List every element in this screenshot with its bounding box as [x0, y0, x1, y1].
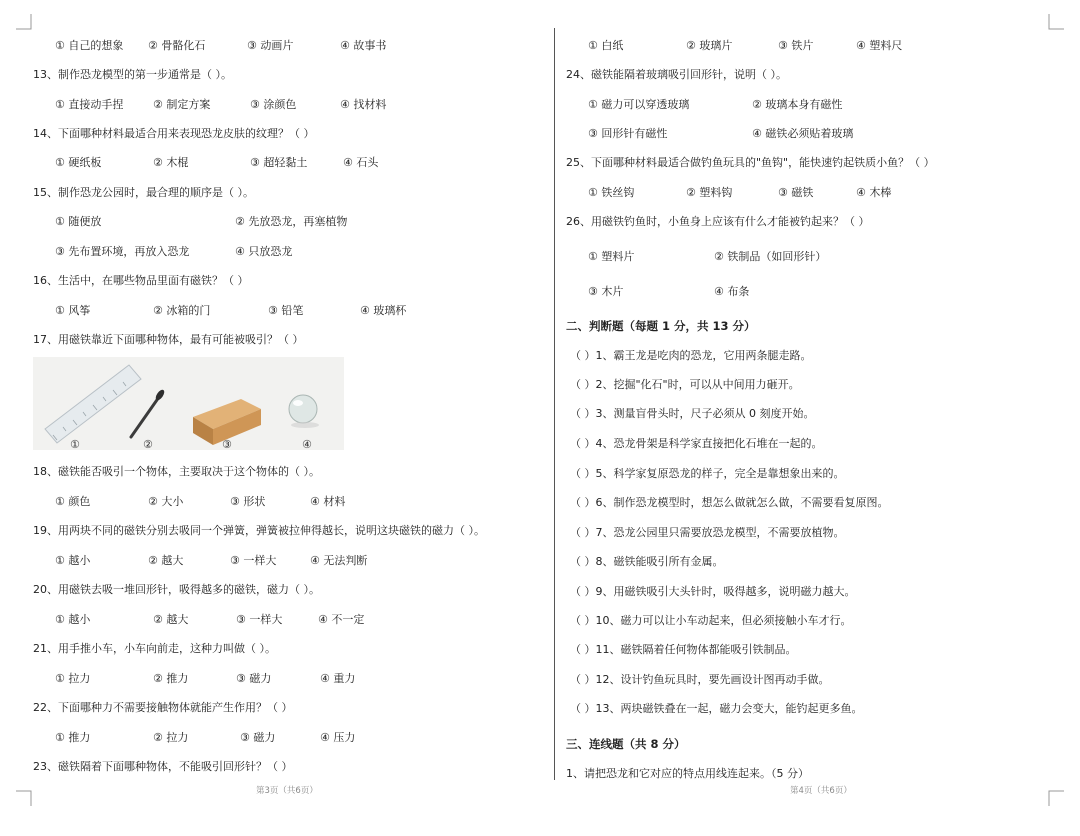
q17-figure-svg [33, 357, 344, 450]
judgment-13[interactable]: （ ）13、两块磁铁叠在一起，磁力会变大，能钓起更多鱼。 [570, 702, 863, 715]
q19-option-3[interactable]: ③ 一样大 [230, 554, 277, 567]
q14-option-4[interactable]: ④ 石头 [343, 156, 379, 169]
q20-option-2[interactable]: ② 越大 [153, 613, 189, 626]
q17-label-2[interactable]: ② [143, 438, 153, 451]
question-15: 15、制作恐龙公园时，最合理的顺序是（ ）。 [33, 186, 254, 199]
q22-option-4[interactable]: ④ 压力 [320, 731, 356, 744]
question-16: 16、生活中，在哪些物品里面有磁铁？（ ） [33, 274, 249, 287]
q19-option-1[interactable]: ① 越小 [55, 554, 91, 567]
q19-option-2[interactable]: ② 越大 [148, 554, 184, 567]
q17-label-4[interactable]: ④ [302, 438, 312, 451]
q21-option-1[interactable]: ① 拉力 [55, 672, 91, 685]
question-25: 25、下面哪种材料最适合做钓鱼玩具的"鱼钩"，能快速钓起铁质小鱼？（ ） [566, 156, 935, 169]
question-17: 17、用磁铁靠近下面哪种物体，最有可能被吸引？（ ） [33, 333, 304, 346]
q24-option-3[interactable]: ③ 回形针有磁性 [588, 127, 668, 140]
q18-option-1[interactable]: ① 颜色 [55, 495, 91, 508]
q21-option-2[interactable]: ② 推力 [153, 672, 189, 685]
q15-option-3[interactable]: ③ 先布置环境，再放入恐龙 [55, 245, 190, 258]
q20-option-4[interactable]: ④ 不一定 [318, 613, 365, 626]
q13-option-4[interactable]: ④ 找材料 [340, 98, 387, 111]
question-26: 26、用磁铁钓鱼时，小鱼身上应该有什么才能被钓起来？（ ） [566, 215, 870, 228]
judgment-4[interactable]: （ ）4、恐龙骨架是科学家直接把化石堆在一起的。 [570, 437, 823, 450]
q22-option-3[interactable]: ③ 磁力 [240, 731, 276, 744]
q23-option-2[interactable]: ② 玻璃片 [686, 39, 733, 52]
page-number-left: 第3页（共6页） [256, 786, 318, 796]
q16-option-3[interactable]: ③ 铅笔 [268, 304, 304, 317]
marble-icon [289, 395, 319, 428]
q25-option-1[interactable]: ① 铁丝钩 [588, 186, 635, 199]
q22-option-1[interactable]: ① 推力 [55, 731, 91, 744]
question-14: 14、下面哪种材料最适合用来表现恐龙皮肤的纹理？（ ） [33, 127, 315, 140]
section-3-question-1: 1、请把恐龙和它对应的特点用线连起来。（5 分） [566, 767, 809, 780]
question-18: 18、磁铁能否吸引一个物体，主要取决于这个物体的（ ）。 [33, 465, 320, 478]
q26-option-1[interactable]: ① 塑料片 [588, 250, 635, 263]
section-2-heading: 二、判断题（每题 1 分，共 13 分） [566, 319, 756, 333]
judgment-9[interactable]: （ ）9、用磁铁吸引大头针时，吸得越多，说明磁力越大。 [570, 585, 856, 598]
nail-icon [131, 388, 166, 437]
judgment-1[interactable]: （ ）1、霸王龙是吃肉的恐龙，它用两条腿走路。 [570, 349, 812, 362]
q13-option-2[interactable]: ② 制定方案 [153, 98, 211, 111]
q18-option-4[interactable]: ④ 材料 [310, 495, 346, 508]
question-21: 21、用手推小车，小车向前走，这种力叫做（ ）。 [33, 642, 276, 655]
judgment-2[interactable]: （ ）2、挖掘"化石"时，可以从中间用力砸开。 [570, 378, 800, 391]
q24-option-1[interactable]: ① 磁力可以穿透玻璃 [588, 98, 690, 111]
section-3-heading: 三、连线题（共 8 分） [566, 737, 686, 751]
q23-option-4[interactable]: ④ 塑料尺 [856, 39, 903, 52]
q20-option-3[interactable]: ③ 一样大 [236, 613, 283, 626]
question-20: 20、用磁铁去吸一堆回形针，吸得越多的磁铁，磁力（ ）。 [33, 583, 320, 596]
q25-option-3[interactable]: ③ 磁铁 [778, 186, 814, 199]
q14-option-2[interactable]: ② 木棍 [153, 156, 189, 169]
q23-option-3[interactable]: ③ 铁片 [778, 39, 814, 52]
judgment-5[interactable]: （ ）5、科学家复原恐龙的样子，完全是靠想象出来的。 [570, 467, 845, 480]
q13-option-3[interactable]: ③ 涂颜色 [250, 98, 297, 111]
judgment-12[interactable]: （ ）12、设计钓鱼玩具时，要先画设计图再动手做。 [570, 673, 830, 686]
q15-option-1[interactable]: ① 随便放 [55, 215, 102, 228]
q17-label-3[interactable]: ③ [222, 438, 232, 451]
q12-option-2[interactable]: ② 骨骼化石 [148, 39, 206, 52]
q12-option-4[interactable]: ④ 故事书 [340, 39, 387, 52]
question-24: 24、磁铁能隔着玻璃吸引回形针，说明（ ）。 [566, 68, 787, 81]
judgment-3[interactable]: （ ）3、测量盲骨头时，尺子必须从 0 刻度开始。 [570, 407, 815, 420]
q14-option-3[interactable]: ③ 超轻黏土 [250, 156, 308, 169]
q26-option-2[interactable]: ② 铁制品（如回形针） [714, 250, 827, 263]
question-13: 13、制作恐龙模型的第一步通常是（ ）。 [33, 68, 232, 81]
q21-option-3[interactable]: ③ 磁力 [236, 672, 272, 685]
question-23: 23、磁铁隔着下面哪种物体，不能吸引回形针？（ ） [33, 760, 293, 773]
right-page [540, 0, 1080, 836]
q25-option-4[interactable]: ④ 木棒 [856, 186, 892, 199]
q15-option-4[interactable]: ④ 只放恐龙 [235, 245, 293, 258]
judgment-10[interactable]: （ ）10、磁力可以让小车动起来，但必须接触小车才行。 [570, 614, 852, 627]
question-19: 19、用两块不同的磁铁分别去吸同一个弹簧，弹簧被拉伸得越长，说明这块磁铁的磁力（ ）。 [33, 524, 485, 537]
q17-label-1[interactable]: ① [70, 438, 80, 451]
q13-option-1[interactable]: ① 直接动手捏 [55, 98, 124, 111]
q21-option-4[interactable]: ④ 重力 [320, 672, 356, 685]
q17-figure [33, 357, 344, 450]
q12-option-3[interactable]: ③ 动画片 [247, 39, 294, 52]
q22-option-2[interactable]: ② 拉力 [153, 731, 189, 744]
q14-option-1[interactable]: ① 硬纸板 [55, 156, 102, 169]
q16-option-1[interactable]: ① 风筝 [55, 304, 91, 317]
q26-option-3[interactable]: ③ 木片 [588, 285, 624, 298]
page-number-right: 第4页（共6页） [790, 786, 852, 796]
q25-option-2[interactable]: ② 塑料钩 [686, 186, 733, 199]
q18-option-2[interactable]: ② 大小 [148, 495, 184, 508]
q16-option-4[interactable]: ④ 玻璃杯 [360, 304, 407, 317]
q19-option-4[interactable]: ④ 无法判断 [310, 554, 368, 567]
q26-option-4[interactable]: ④ 布条 [714, 285, 750, 298]
question-22: 22、下面哪种力不需要接触物体就能产生作用？（ ） [33, 701, 293, 714]
q20-option-1[interactable]: ① 越小 [55, 613, 91, 626]
q18-option-3[interactable]: ③ 形状 [230, 495, 266, 508]
q24-option-2[interactable]: ② 玻璃本身有磁性 [752, 98, 843, 111]
judgment-8[interactable]: （ ）8、磁铁能吸引所有金属。 [570, 555, 724, 568]
q12-option-1[interactable]: ① 自己的想象 [55, 39, 124, 52]
q15-option-2[interactable]: ② 先放恐龙，再塞植物 [235, 215, 348, 228]
q24-option-4[interactable]: ④ 磁铁必须贴着玻璃 [752, 127, 854, 140]
q16-option-2[interactable]: ② 冰箱的门 [153, 304, 211, 317]
judgment-11[interactable]: （ ）11、磁铁隔着任何物体都能吸引铁制品。 [570, 643, 797, 656]
judgment-7[interactable]: （ ）7、恐龙公园里只需要放恐龙模型，不需要放植物。 [570, 526, 845, 539]
q23-option-1[interactable]: ① 白纸 [588, 39, 624, 52]
ruler-icon [45, 365, 141, 443]
judgment-6[interactable]: （ ）6、制作恐龙模型时，想怎么做就怎么做，不需要看复原图。 [570, 496, 889, 509]
